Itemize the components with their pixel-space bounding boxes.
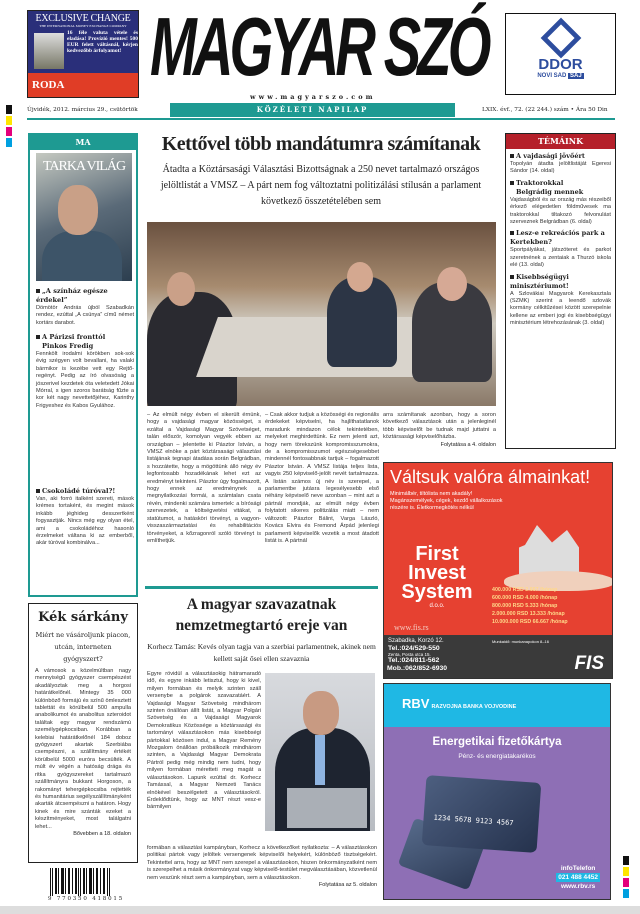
ddor-logo-icon: [540, 18, 581, 59]
ddor-city-text: NOVI SAD: [537, 73, 567, 79]
money-hand-image: [34, 33, 64, 69]
lead-column-3-text: arra számítanak azonban, hogy a soron következő választások után a jelenleginél több képviselőt be tudnak majd juttatni a köztársasági képviselőházba.: [383, 412, 496, 441]
topic-body: Topolyán átadta jelöltlistáját Egeresi Sándor (14. oldal): [510, 161, 611, 175]
rbv-phone: 021 488 4452: [558, 874, 598, 881]
slogan-bar: KÖZÉLETI NAPILAP: [170, 103, 455, 117]
ddor-brand: DDOR: [538, 56, 583, 73]
second-body-2: formában a választási kampányban, Korhecz a következőket nyilatkozta: – A választásokon politikai pártok vagy jelöltek versengenek képviselői helyekért, különböző tisztségekért. Tekintettel arra, hogy az MNT nem szerepel a választásokon, hiszen önkormányzatként nem is szerepelhet a másik önkormányzat vagy képviselő-testület megválasztásában, közvetlenül nem veszünk részt sem a kampányban, sem a választásokon.: [147, 845, 377, 881]
bullet-icon: [510, 231, 514, 235]
lead-headline[interactable]: Kettővel több mandátumra számítanak: [161, 133, 481, 155]
house-icon: [519, 525, 579, 575]
roda-brand: RODA: [32, 79, 65, 91]
rbv-info: [556, 864, 600, 891]
masthead-logo: MAGYAR SZÓ: [150, 1, 488, 94]
item-body: Fennkölt irodalmi körökben sok-sok évig szégyen volt bevallani, ha valaki bármikor is kezébe vett egy Rejtő-regényt. Pedig az író olvasóság a jószerivel kezdetek óta veletedett Jókai Mórral, s igen szoros barátság fűzte a kor két nagy nevettetőjéhez, Karinthy Frigyeshez és Kabos Gyulához.: [36, 351, 134, 409]
first-invest-ad[interactable]: [383, 462, 613, 679]
item-subtitle: Pinkos Fredig: [42, 342, 94, 350]
item-body: Van, aki forró italként szereti, mások krémes tortaként, és megint mások inkább jéghideg desszertként fogyasztják. Nincs még egy olyan étel, ami a csokoládéhoz hasonló érzelmeket váltana ki az emberből, akár túróval kombinálva...: [36, 496, 134, 547]
second-body-2-wrap: [147, 845, 377, 889]
item-title: „A színház egésze érdekel”: [36, 287, 108, 304]
continued-link[interactable]: Folytatása a 4. oldalon: [440, 441, 496, 448]
rbv-title: Energetikai fizetőkártya: [432, 736, 562, 748]
fis-brand-text: First Invest System: [401, 543, 473, 603]
lead-subheadline: Átadta a Köztársasági Választási Bizottságnak a 250 nevet tartalmazó országos jelöltlistát a VMSZ – A párt nem fog változtatni politizálási stílusán a parlament következő összetételében sem: [160, 164, 482, 207]
bullet-icon: [510, 154, 514, 158]
registration-mark-black: [623, 856, 629, 865]
topic-item[interactable]: [506, 226, 615, 269]
topic-title: Traktorokkal: [516, 178, 564, 187]
lead-column-2: – Csak akkor tudjuk a közösségi és regionális érdekeket képviselni, ha hajlíthatatlanok maradunk mindazon célok tekintetében, melyeket meghirdettünk. Ez nem jelenti azt, hogy nem törekszünk kompromisszumokra, de a kompromisszumot egészségesebbet mindennél fontosabbnak tartjuk – fogalmazott Pásztor István. A VMSZ listája teljes lista, vagyis 250 képviselő-jelölt nevét tartalmazza. A listán számos új név is szerepel, a parlamentbe jutásra legesélyesebb első néhány képviselő neve azonban – mint azt a pártnál mondják, az elmúlt négy évben folytatott sikeres politizálás miatt – nem változott: Pásztor Bálint, Varga László, Kovács Elvira és Fremond Árpád jelenlegi parlamenti képviselők vezetik a most átadott listát is. A pártnál: [265, 412, 379, 544]
section-divider: [145, 586, 378, 589]
registration-mark-yellow: [623, 867, 629, 876]
bullet-icon: [36, 289, 40, 293]
fis-doo: d.o.o.: [429, 603, 445, 609]
topic-title: Lesz-e rekreációs park a Kertekben?: [510, 229, 605, 247]
topic-title: Kisebbségügyi minisztériumot!: [510, 272, 569, 290]
issue-date: Újvidék, 2012. március 29., csütörtök: [27, 107, 138, 113]
ddor-ad[interactable]: [505, 13, 616, 95]
topic-title: A vajdasági jövőért: [516, 152, 585, 160]
lead-column-3: [383, 412, 496, 449]
rate-row: 400.000 RSD 2.667 /hónap: [492, 587, 558, 593]
topic-subtitle: Belgrádig mennek: [516, 187, 584, 196]
rbv-ad[interactable]: [383, 683, 611, 900]
topic-body: A Szlovákiai Magyarok Kerekasztala (SZMK) szerint a leendő szlovák kormány célkitűzései között szerepelnie kellene az emberi jogi és kisebbségügyi minisztérium létrehozásának (3. oldal): [510, 290, 611, 327]
ddor-city: [506, 72, 615, 80]
fis-phone: Tel.:024/811-562: [388, 657, 440, 664]
topic-item[interactable]: [506, 176, 615, 227]
registration-mark-cyan: [623, 889, 629, 898]
payment-card: [422, 775, 542, 853]
cover-person-face: [58, 185, 98, 235]
fis-address: Szabadka, Korzó 12.: [388, 638, 444, 644]
issue-number: LXIX. évf., 72. (22 244.) szám • Ára 50 Din: [482, 107, 608, 113]
kek-title[interactable]: Kék sárkány: [38, 610, 128, 625]
fis-phone: Tel.:024/529-550: [388, 645, 440, 652]
korhecz-photo: [265, 673, 375, 831]
today-item[interactable]: [36, 333, 134, 410]
item-body: Dömötör András újból Szabadkán rendez, ezúttal „A csünya” című német kortárs darabot.: [36, 305, 134, 326]
today-item[interactable]: [36, 287, 134, 327]
roda-banner: [28, 73, 138, 97]
fis-title: Váltsuk valóra álmainkat!: [390, 467, 591, 487]
lead-column-1: – Az elmúlt négy évben el sikerült érnünk, hogy a vajdasági magyar közösséget, s ezáltal a Vajdasági Magyar Szövetséget, talán először, komolyan vegyék ebben az országban – jelentette ki Pásztor István, a VMSZ elnöke a párt köztársasági választási listájának tegnapi átadása során Belgrádban, s hozzátette, hogy a mögöttünk álló négy év legfontosabb hozadékának lehet ezt az eredményt tekinteni. Pásztor úgy fogalmazott, hogy ennek az eredménynek a megnyilatkozási formái, a számtalan csata révén, mindenki számára ismertek: a bírósági szervezetek, a költségvetési vitákat, a statútumot, a hatásköri törvényt, a vagyon-visszaszármaztatási és rehabilitációs törvényeket, a kőzragonról szóló törvényt is említhetjük.: [147, 412, 261, 544]
registration-mark-yellow: [6, 116, 12, 125]
rate-row: 10.000.000 RSD 66.667 /hónap: [492, 619, 568, 625]
header-divider: [27, 118, 615, 120]
fis-mobile: Mob.:062/852-6930: [387, 665, 448, 672]
kek-subtitle: Miért ne vásároljunk piacon, utcán, interneten gyógyszert?: [35, 631, 131, 663]
today-item[interactable]: [36, 487, 134, 548]
second-headline[interactable]: A magyar szavazatnak nemzetmegtartó ereje van: [175, 596, 348, 634]
tarka-vilag-cover[interactable]: [36, 153, 132, 281]
fis-hours: Munkaidő: munkanapokon 8–16: [492, 639, 549, 644]
fis-brand: [392, 545, 482, 610]
barcode-number: 9 770350 418015: [48, 896, 124, 902]
rate-row: 800.000 RSD 5.333 /hónap: [492, 603, 558, 609]
registration-mark-black: [6, 105, 12, 114]
rbv-info-label: infoTelefon: [560, 865, 596, 872]
continued-link[interactable]: Bővebben a 18. oldalon: [73, 830, 131, 837]
bullet-icon: [36, 335, 40, 339]
rbv-bank-name: RAZVOJNA BANKA VOJVODINE: [431, 704, 517, 710]
topic-item[interactable]: [506, 149, 615, 176]
continued-link[interactable]: Folytatása az 5. oldalon: [318, 882, 377, 889]
exclusive-change-ad[interactable]: [27, 10, 139, 98]
ad-subtitle: THE INTERNATIONAL MONEY EXCHANGE COMPANY: [39, 24, 127, 28]
fis-address: Zenta, Posta utca 15.: [388, 652, 431, 657]
fis-desc: Minimálbér, tiltólista nem akadály! Magánszemélyek, cégek, kezdő vállalkozások részére is. Életkormegkötés nélkül: [390, 491, 503, 511]
rbv-header: [384, 684, 610, 727]
today-heading: MA: [30, 135, 136, 150]
item-title: A Párizsi fronttól: [42, 333, 106, 341]
registration-mark-magenta: [623, 878, 629, 887]
second-body-1: Egyre rövidül a választásokig hátramaradó idő, és egyre inkább letisztul, hogy ki kivel, milyen formában és melyik szinten száll versenybe a polgárok szavazatáért. A Vajdasági Magyar Szövetség mindhárom szinten önállóan állít listát, a Magyar Polgári Szövetség és a Vajdasági Magyarok Demokratikus Közössége a köztársasági és tartományi választásokon más kisebbségi pártokkal közösen indul, a Magyar Remény Mozgalom önállóan próbálkozik mindhárom szinten, a Vajdasági Magyar Demokrata Pártról pedig még mindig nem tudni, hogy milyen formában méretteti meg magát a választásokon. Lapunk ezúttal dr. Korhecz Tamással, a Magyar Nemzeti Tanács elnökével beszélgetett a választásokról. Érdeklődtünk, hogy az MNT részt vesz-e bármilyen: [147, 671, 261, 811]
fis-logo: FIS: [574, 653, 604, 674]
topics-heading: TÉMÁINK: [506, 134, 615, 149]
topic-item[interactable]: [506, 270, 615, 328]
barcode: [50, 868, 110, 896]
topics-box: [505, 133, 616, 449]
rbv-logo: RBV: [402, 696, 430, 711]
kek-body: A vámosok a közelmúltban nagy mennyiségű gyógyszer csempészést akadályoztak meg a horgosi határátkelőnél. Mintegy 35 000 különböző formájú és színű ömlesztett tablettát és körülbelül 500 ampulla anabolikumot és anabolitus szteroidot találtak egy magyar rendszámú személygépkocsiban. Korábban a kelebiai határátkelőnél 184 doboz gyógyszert akartak Szerbiába csempészni, a szállítmány értékét körülbelül 5000 euróra becsülték. A múlt év végén a hatóság drága és ritka gyógyszereket tartalmazó szállítmányra bukkant Horgoson, a rakományt tehergépkocsiba rejtették és humanitárius segélyszállítmányként akarták átcsempészni a határon. Hogy kinek és mire szánták ezeket a készítményeket, most találgatni lehet...: [35, 668, 131, 830]
second-subheadline: Korhecz Tamás: Kevés olyan tagja van a szerbiai parlamentnek, akinek nem kellett saját ősei ellen szavaznia: [147, 642, 376, 663]
rbv-subtitle: Pénz- és energiatakarékos: [458, 753, 536, 760]
site-url[interactable]: www.magyarszo.com: [250, 93, 376, 101]
ad-body: 16 féle valuta vétele és eladása! Provízió mentes! 500 EUR felett váltásnál, kérjen kedvezőbb árfolyamot!: [67, 30, 138, 54]
ddor-tag: SAJ: [570, 73, 582, 79]
bullet-icon: [510, 275, 514, 279]
topic-body: Vajdaságból és az ország más részeiből érkező elégedetlen földművesek ma traktorokkal tiltakozó felvonulást szerveznek Belgrádban (6. oldal): [510, 196, 611, 226]
registration-mark-cyan: [6, 138, 12, 147]
page-bottom-edge: [0, 906, 640, 914]
rbv-website[interactable]: www.rbv.rs: [560, 883, 596, 890]
today-box: [28, 133, 138, 597]
topic-body: Sportpályákat, játszóteret és parkot szeretnének a zentaiak a Thurzó iskola elé (13. oldal): [510, 247, 611, 269]
bullet-icon: [36, 489, 40, 493]
fis-rates: [492, 586, 568, 626]
fis-website[interactable]: www.fis.rs: [394, 623, 429, 632]
card-number: 1234 5678 9123 4567: [433, 813, 514, 828]
bullet-icon: [510, 181, 514, 185]
ad-title: EXCLUSIVE CHANGE: [35, 13, 131, 24]
rate-row: 2.000.000 RSD 13.333 /hónap: [492, 611, 565, 617]
lead-photo: [147, 222, 496, 406]
cover-person-shirt: [42, 231, 122, 281]
item-title: Csokoládé túróval?!: [42, 487, 116, 495]
registration-mark-magenta: [6, 127, 12, 136]
cover-title: TARKA VILÁG: [42, 159, 126, 174]
kek-sarkany-box: [28, 603, 138, 863]
rate-row: 600.000 RSD 4.000 /hónap: [492, 595, 558, 601]
